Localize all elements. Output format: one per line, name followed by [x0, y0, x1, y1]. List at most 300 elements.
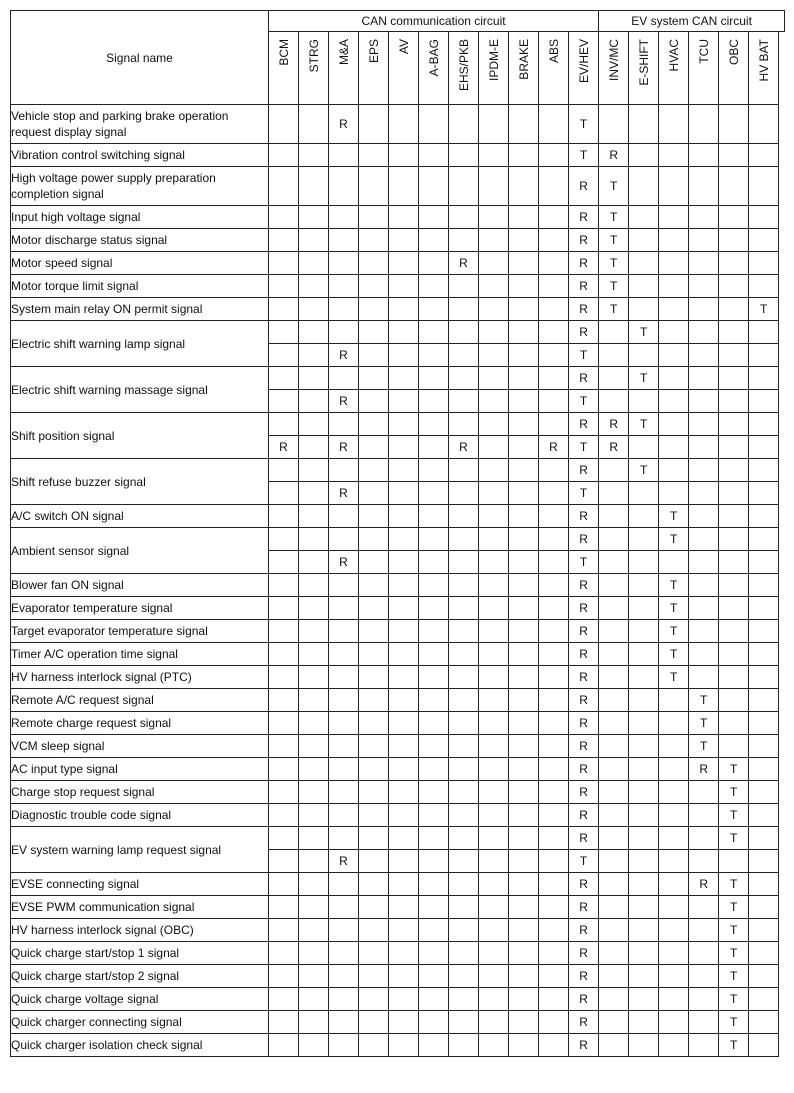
signal-cell: [479, 528, 509, 551]
signal-cell: [479, 919, 509, 942]
signal-cell: [659, 275, 689, 298]
signal-cell: [599, 804, 629, 827]
table-body: [11, 105, 785, 1057]
signal-cell: [719, 597, 749, 620]
unit-header-2: [329, 32, 359, 105]
signal-cell: T: [659, 528, 689, 551]
signal-name-cell: Quick charge start/stop 2 signal: [11, 965, 269, 988]
signal-cell: [689, 505, 719, 528]
signal-cell: [719, 344, 749, 367]
table-row: [11, 781, 785, 804]
signal-cell: [269, 850, 299, 873]
signal-cell: R: [329, 105, 359, 144]
signal-cell: [449, 781, 479, 804]
signal-cell: [659, 689, 689, 712]
signal-cell: [389, 942, 419, 965]
signal-name-cell: Ambient sensor signal: [11, 528, 269, 574]
signal-cell: [689, 344, 719, 367]
signal-cell: R: [599, 144, 629, 167]
signal-cell: [419, 105, 449, 144]
signal-cell: [329, 712, 359, 735]
signal-cell: [449, 367, 479, 390]
signal-cell: R: [569, 459, 599, 482]
unit-header-0: [269, 32, 299, 105]
signal-cell: [629, 436, 659, 459]
signal-cell: [359, 505, 389, 528]
signal-cell: [479, 459, 509, 482]
signal-cell: [269, 144, 299, 167]
signal-cell: R: [569, 367, 599, 390]
signal-cell: [659, 942, 689, 965]
signal-cell: [509, 597, 539, 620]
table-row: [11, 620, 785, 643]
signal-cell: [359, 735, 389, 758]
signal-cell: [719, 167, 749, 206]
signal-cell: [299, 551, 329, 574]
signal-cell: [389, 620, 419, 643]
signal-cell: [419, 873, 449, 896]
signal-cell: [719, 528, 749, 551]
signal-cell: [629, 712, 659, 735]
signal-cell: [449, 712, 479, 735]
signal-cell: T: [599, 275, 629, 298]
signal-cell: [269, 735, 299, 758]
header-group-row: [11, 11, 785, 32]
signal-name-header: Signal name: [11, 11, 269, 105]
signal-cell: [419, 850, 449, 873]
signal-cell: [509, 298, 539, 321]
signal-cell: [299, 712, 329, 735]
signal-cell: [359, 1011, 389, 1034]
signal-cell: R: [569, 896, 599, 919]
signal-cell: [269, 390, 299, 413]
signal-cell: [269, 206, 299, 229]
signal-cell: [599, 482, 629, 505]
unit-label: M&A: [336, 39, 351, 66]
signal-cell: [719, 105, 749, 144]
signal-cell: [749, 105, 779, 144]
signal-cell: [479, 367, 509, 390]
table-row: [11, 919, 785, 942]
signal-cell: [599, 643, 629, 666]
signal-cell: [539, 919, 569, 942]
signal-cell: [509, 505, 539, 528]
signal-cell: [329, 298, 359, 321]
signal-cell: [329, 275, 359, 298]
signal-cell: R: [569, 167, 599, 206]
signal-cell: [749, 275, 779, 298]
signal-cell: [389, 551, 419, 574]
signal-cell: [329, 896, 359, 919]
signal-cell: [659, 965, 689, 988]
signal-cell: [689, 551, 719, 574]
signal-cell: [269, 105, 299, 144]
signal-name-cell: AC input type signal: [11, 758, 269, 781]
signal-cell: [419, 528, 449, 551]
signal-cell: [479, 827, 509, 850]
signal-cell: [659, 551, 689, 574]
signal-cell: [389, 804, 419, 827]
signal-cell: [599, 367, 629, 390]
signal-cell: [599, 896, 629, 919]
signal-cell: [299, 482, 329, 505]
signal-cell: T: [569, 105, 599, 144]
signal-cell: [299, 850, 329, 873]
signal-cell: [629, 643, 659, 666]
unit-label: HVAC: [666, 39, 681, 72]
signal-cell: R: [569, 827, 599, 850]
signal-cell: [539, 344, 569, 367]
signal-cell: [629, 505, 659, 528]
signal-cell: [299, 689, 329, 712]
signal-cell: [539, 965, 569, 988]
signal-cell: [329, 144, 359, 167]
signal-cell: [629, 252, 659, 275]
signal-cell: [329, 167, 359, 206]
signal-cell: [539, 712, 569, 735]
signal-cell: [359, 459, 389, 482]
signal-cell: [329, 643, 359, 666]
unit-header-5: [419, 32, 449, 105]
signal-cell: [419, 666, 449, 689]
signal-name-cell: Motor speed signal: [11, 252, 269, 275]
signal-cell: [329, 942, 359, 965]
signal-cell: [629, 896, 659, 919]
unit-label: TCU: [696, 39, 711, 64]
signal-cell: [719, 482, 749, 505]
unit-label: BCM: [276, 39, 291, 66]
table-row: [11, 252, 785, 275]
signal-cell: [539, 390, 569, 413]
signal-name-cell: Quick charge start/stop 1 signal: [11, 942, 269, 965]
signal-cell: [689, 321, 719, 344]
signal-cell: [419, 321, 449, 344]
signal-cell: [629, 344, 659, 367]
signal-cell: [479, 229, 509, 252]
signal-cell: R: [569, 735, 599, 758]
unit-header-6: [449, 32, 479, 105]
signal-cell: T: [599, 252, 629, 275]
signal-name-cell: Motor torque limit signal: [11, 275, 269, 298]
signal-cell: [539, 229, 569, 252]
signal-cell: [449, 873, 479, 896]
signal-cell: [629, 781, 659, 804]
signal-cell: [659, 459, 689, 482]
signal-cell: R: [569, 505, 599, 528]
signal-cell: [509, 873, 539, 896]
signal-cell: [389, 482, 419, 505]
signal-cell: [389, 436, 419, 459]
signal-cell: R: [449, 436, 479, 459]
signal-cell: [299, 988, 329, 1011]
table-row: [11, 528, 785, 551]
signal-cell: [359, 482, 389, 505]
signal-cell: R: [569, 919, 599, 942]
signal-cell: [329, 459, 359, 482]
signal-cell: [329, 229, 359, 252]
signal-cell: [719, 689, 749, 712]
signal-cell: [419, 436, 449, 459]
signal-cell: [749, 144, 779, 167]
signal-name-cell: Remote A/C request signal: [11, 689, 269, 712]
signal-cell: [419, 919, 449, 942]
unit-label: A-BAG: [426, 39, 441, 77]
header-group-1: EV system CAN circuit: [599, 11, 785, 32]
signal-cell: [419, 896, 449, 919]
table-row: [11, 873, 785, 896]
signal-cell: [359, 298, 389, 321]
signal-cell: [449, 896, 479, 919]
signal-cell: [749, 167, 779, 206]
signal-cell: [599, 689, 629, 712]
signal-cell: [329, 321, 359, 344]
signal-cell: [479, 643, 509, 666]
table-row: [11, 167, 785, 206]
signal-cell: [539, 896, 569, 919]
signal-cell: [479, 781, 509, 804]
signal-cell: [329, 367, 359, 390]
signal-cell: [419, 712, 449, 735]
signal-cell: [479, 620, 509, 643]
signal-cell: [509, 321, 539, 344]
signal-cell: [509, 689, 539, 712]
signal-name-cell: Vibration control switching signal: [11, 144, 269, 167]
signal-cell: T: [599, 206, 629, 229]
signal-cell: [269, 275, 299, 298]
signal-cell: [269, 505, 299, 528]
signal-cell: [599, 965, 629, 988]
unit-header-4: [389, 32, 419, 105]
signal-cell: [299, 620, 329, 643]
signal-cell: [479, 252, 509, 275]
signal-cell: [449, 804, 479, 827]
signal-cell: R: [569, 413, 599, 436]
signal-name-cell: Remote charge request signal: [11, 712, 269, 735]
signal-cell: [509, 167, 539, 206]
signal-cell: [299, 206, 329, 229]
signal-cell: [449, 1034, 479, 1057]
signal-cell: [659, 167, 689, 206]
signal-cell: [599, 528, 629, 551]
signal-cell: [749, 505, 779, 528]
signal-cell: [269, 528, 299, 551]
signal-cell: [539, 827, 569, 850]
signal-cell: [299, 298, 329, 321]
signal-name-cell: Charge stop request signal: [11, 781, 269, 804]
signal-cell: [269, 252, 299, 275]
signal-cell: [329, 413, 359, 436]
signal-cell: [359, 643, 389, 666]
signal-cell: [539, 105, 569, 144]
signal-cell: [359, 344, 389, 367]
signal-cell: [509, 252, 539, 275]
signal-cell: [689, 666, 719, 689]
signal-cell: [659, 804, 689, 827]
signal-cell: [449, 528, 479, 551]
signal-cell: [449, 827, 479, 850]
signal-name-cell: VCM sleep signal: [11, 735, 269, 758]
signal-cell: [689, 436, 719, 459]
signal-cell: [599, 390, 629, 413]
signal-cell: [629, 758, 659, 781]
signal-cell: [359, 167, 389, 206]
signal-cell: [479, 1011, 509, 1034]
signal-cell: [689, 781, 719, 804]
signal-cell: R: [569, 1011, 599, 1034]
signal-cell: [359, 712, 389, 735]
signal-cell: [539, 144, 569, 167]
signal-cell: [719, 666, 749, 689]
signal-cell: [449, 942, 479, 965]
signal-cell: [389, 597, 419, 620]
signal-cell: [689, 459, 719, 482]
signal-name-cell: EVSE PWM communication signal: [11, 896, 269, 919]
signal-cell: [479, 574, 509, 597]
signal-cell: [359, 873, 389, 896]
document-sheet: [10, 10, 785, 1057]
signal-cell: [359, 666, 389, 689]
signal-cell: [599, 505, 629, 528]
signal-cell: [479, 144, 509, 167]
signal-cell: [689, 413, 719, 436]
signal-cell: T: [569, 436, 599, 459]
signal-cell: R: [689, 758, 719, 781]
signal-cell: [509, 275, 539, 298]
signal-cell: [419, 965, 449, 988]
table-row: [11, 965, 785, 988]
signal-cell: [299, 252, 329, 275]
signal-cell: [329, 804, 359, 827]
unit-header-16: [749, 32, 779, 105]
table-row: [11, 229, 785, 252]
signal-cell: [719, 275, 749, 298]
signal-cell: [329, 758, 359, 781]
signal-cell: [509, 620, 539, 643]
signal-cell: T: [719, 919, 749, 942]
signal-cell: [419, 482, 449, 505]
signal-cell: [509, 367, 539, 390]
signal-cell: [359, 367, 389, 390]
signal-cell: [299, 896, 329, 919]
signal-cell: [539, 482, 569, 505]
signal-cell: [479, 390, 509, 413]
signal-cell: [689, 919, 719, 942]
signal-cell: [689, 988, 719, 1011]
signal-name-cell: HV harness interlock signal (OBC): [11, 919, 269, 942]
signal-cell: [629, 942, 659, 965]
signal-cell: [389, 873, 419, 896]
table-row: [11, 988, 785, 1011]
signal-cell: R: [569, 528, 599, 551]
signal-cell: [689, 850, 719, 873]
signal-cell: [479, 167, 509, 206]
signal-cell: [509, 551, 539, 574]
signal-cell: [749, 459, 779, 482]
unit-label: AV: [396, 39, 411, 55]
signal-cell: [689, 528, 719, 551]
signal-cell: [659, 367, 689, 390]
signal-cell: [599, 758, 629, 781]
signal-cell: [599, 344, 629, 367]
table-row: [11, 735, 785, 758]
table-row: [11, 689, 785, 712]
signal-cell: [299, 413, 329, 436]
signal-cell: [359, 275, 389, 298]
signal-cell: [719, 390, 749, 413]
signal-cell: [299, 827, 329, 850]
signal-cell: [479, 896, 509, 919]
signal-cell: [689, 643, 719, 666]
signal-cell: [719, 229, 749, 252]
signal-cell: [509, 827, 539, 850]
unit-label: EV/HEV: [576, 39, 591, 84]
signal-cell: [599, 574, 629, 597]
signal-cell: [509, 344, 539, 367]
signal-cell: T: [689, 712, 719, 735]
table-row: [11, 712, 785, 735]
signal-cell: [419, 252, 449, 275]
signal-cell: T: [659, 643, 689, 666]
signal-cell: [449, 275, 479, 298]
signal-cell: [269, 1034, 299, 1057]
signal-cell: [749, 689, 779, 712]
signal-cell: [629, 298, 659, 321]
signal-cell: T: [719, 827, 749, 850]
unit-header-1: [299, 32, 329, 105]
table-row: [11, 942, 785, 965]
signal-cell: [389, 896, 419, 919]
signal-cell: [269, 344, 299, 367]
signal-cell: [749, 229, 779, 252]
signal-cell: [629, 167, 659, 206]
signal-cell: [539, 597, 569, 620]
signal-cell: R: [569, 321, 599, 344]
table-row: [11, 574, 785, 597]
signal-cell: [659, 827, 689, 850]
signal-cell: R: [569, 689, 599, 712]
signal-cell: [329, 988, 359, 1011]
signal-cell: T: [719, 1034, 749, 1057]
signal-cell: T: [659, 620, 689, 643]
signal-cell: [449, 390, 479, 413]
signal-cell: [479, 1034, 509, 1057]
signal-cell: [389, 528, 419, 551]
signal-cell: T: [719, 896, 749, 919]
signal-cell: [329, 689, 359, 712]
signal-cell: [449, 666, 479, 689]
signal-cell: [329, 919, 359, 942]
signal-cell: R: [569, 252, 599, 275]
table-row: [11, 413, 785, 436]
signal-cell: [359, 689, 389, 712]
signal-cell: [449, 620, 479, 643]
signal-cell: [389, 1011, 419, 1034]
signal-cell: [599, 735, 629, 758]
signal-cell: [689, 942, 719, 965]
signal-cell: [299, 666, 329, 689]
signal-cell: [629, 804, 659, 827]
signal-cell: [539, 689, 569, 712]
signal-cell: [539, 167, 569, 206]
signal-cell: [449, 144, 479, 167]
signal-cell: T: [689, 735, 719, 758]
signal-cell: [299, 167, 329, 206]
signal-cell: [659, 229, 689, 252]
signal-cell: [509, 988, 539, 1011]
signal-cell: [719, 436, 749, 459]
signal-cell: [539, 942, 569, 965]
signal-cell: R: [569, 873, 599, 896]
